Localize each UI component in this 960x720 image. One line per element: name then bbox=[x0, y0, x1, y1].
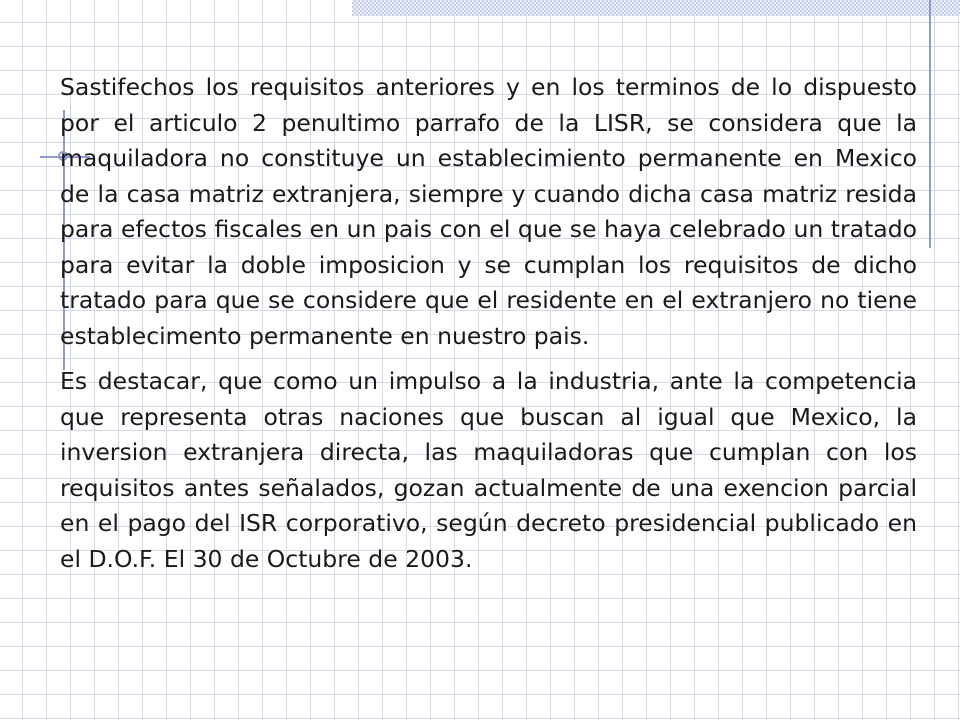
decorative-vertical-line-right bbox=[929, 0, 931, 248]
paragraph-requirements: Sastifechos los requisitos anteriores y en los terminos de lo dispuesto por el articulo 2 penultimo parrafo de la LISR, se considera que la maquiladora no constituye un establecimiento permanente en Mexico de la casa matriz extranjera, siempre y cuando dicha casa matriz resida para efectos fiscales en un pais con el que se haya celebrado un tratado para evitar la doble imposicion y se cumplan los requisitos de dicho tratado para que se considere que el residente en el extranjero no tiene establecimento permanente en nuestro pais. bbox=[60, 73, 917, 350]
decorative-top-bar bbox=[352, 0, 960, 16]
slide-body bbox=[60, 70, 917, 577]
paragraph-exemption: Es destacar, que como un impulso a la industria, ante la competencia que representa otras naciones que buscan al igual que Mexico, la inversion extranjera directa, las maquiladoras que cumplan con los requisitos antes señalados, gozan actualmente de una exencion parcial en el pago del ISR corporativo, según decreto presidencial publicado en el D.O.F. El 30 de Octubre de 2003. bbox=[60, 367, 917, 573]
